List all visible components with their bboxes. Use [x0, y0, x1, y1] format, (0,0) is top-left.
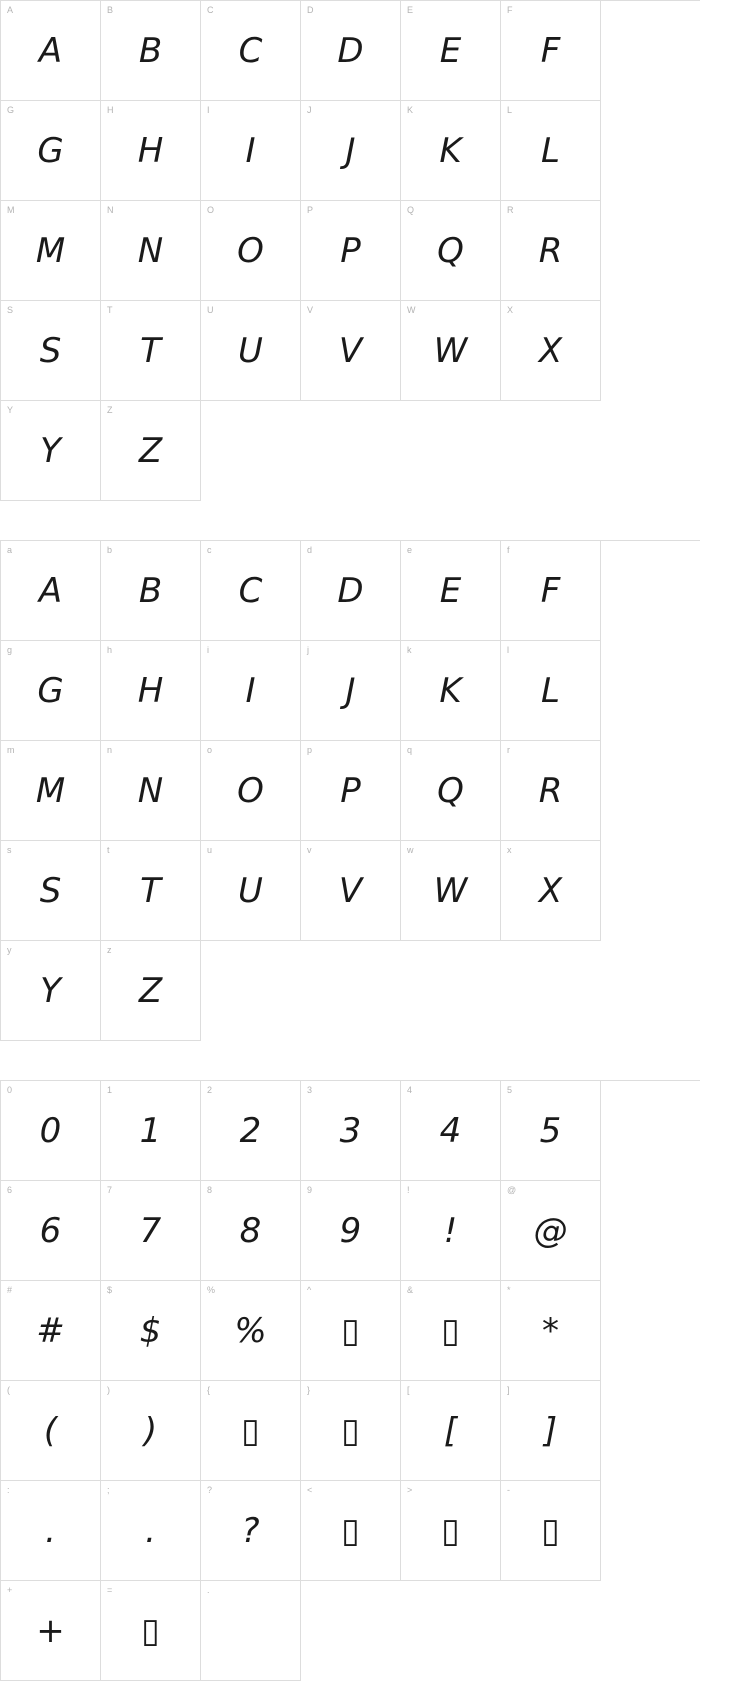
glyph-cell-character: $ — [139, 1310, 162, 1351]
glyph-cell[interactable] — [101, 1281, 201, 1381]
glyph-cell[interactable] — [101, 301, 201, 401]
glyph-cell[interactable] — [1, 1381, 101, 1481]
glyph-cell-label: 0 — [7, 1085, 13, 1095]
glyph-cell-label: I — [207, 105, 210, 115]
glyph-cell[interactable] — [101, 1581, 201, 1681]
glyph-cell-character: U — [238, 870, 263, 911]
glyph-cell-label: y — [7, 945, 12, 955]
glyph-cell-label: B — [107, 5, 114, 15]
glyph-cell-label: G — [7, 105, 15, 115]
glyph-cell[interactable] — [201, 641, 301, 741]
glyph-cell-character: N — [137, 770, 164, 811]
glyph-cell[interactable] — [201, 1581, 301, 1681]
glyph-cell-character: D — [337, 30, 364, 71]
glyph-cell-character: . — [145, 1510, 156, 1551]
glyph-cell[interactable] — [1, 841, 101, 941]
glyph-cell[interactable] — [101, 941, 201, 1041]
glyph-cell-character: B — [138, 30, 163, 71]
glyph-cell[interactable] — [201, 741, 301, 841]
glyph-cell-character: Z — [138, 970, 163, 1011]
glyph-cell[interactable] — [101, 401, 201, 501]
glyph-cell[interactable] — [401, 101, 501, 201]
glyph-cell-label: R — [507, 205, 514, 215]
glyph-cell[interactable] — [501, 301, 601, 401]
glyph-cell[interactable] — [501, 841, 601, 941]
glyph-cell[interactable] — [301, 1481, 401, 1581]
glyph-cell-label: @ — [507, 1185, 517, 1195]
glyph-cell-character: ▯ — [141, 1610, 160, 1651]
glyph-cell-character: Q — [437, 770, 464, 811]
glyph-cell[interactable] — [301, 741, 401, 841]
glyph-cell[interactable] — [201, 101, 301, 201]
glyph-cell-label: T — [107, 305, 113, 315]
glyph-cell[interactable] — [101, 741, 201, 841]
glyph-cell-character: ▯ — [441, 1310, 460, 1351]
glyph-cell-label: q — [407, 745, 413, 755]
glyph-cell-character: 9 — [339, 1210, 362, 1251]
glyph-cell-label: W — [407, 305, 416, 315]
glyph-cell-label: P — [307, 205, 314, 215]
glyph-cell[interactable] — [501, 741, 601, 841]
glyph-cell[interactable] — [1, 1281, 101, 1381]
glyph-cell[interactable] — [301, 1181, 401, 1281]
glyph-cell-character: 4 — [439, 1110, 462, 1151]
glyph-cell[interactable] — [101, 1081, 201, 1181]
glyph-cell-label: Q — [407, 205, 415, 215]
glyph-cell[interactable] — [501, 541, 601, 641]
glyph-cell-character: @ — [533, 1210, 568, 1251]
glyph-cell-label: e — [407, 545, 413, 555]
glyph-cell-character: L — [541, 670, 560, 711]
glyph-cell[interactable] — [501, 101, 601, 201]
glyph-cell-character: + — [36, 1610, 65, 1651]
glyph-cell-label: F — [507, 5, 513, 15]
glyph-cell-label: ? — [207, 1485, 213, 1495]
glyph-cell[interactable] — [401, 741, 501, 841]
glyph-cell-character: A — [38, 570, 63, 611]
glyph-cell-label: J — [307, 105, 312, 115]
glyph-cell-character: V — [338, 330, 363, 371]
glyph-cell-label: > — [407, 1485, 413, 1495]
glyph-cell-character: G — [37, 670, 64, 711]
glyph-cell-label: ] — [507, 1385, 510, 1395]
glyph-cell-label: Z — [107, 405, 113, 415]
glyph-cell-character: 1 — [139, 1110, 162, 1151]
glyph-cell-character: X — [538, 870, 563, 911]
glyph-cell-character: # — [36, 1310, 65, 1351]
glyph-cell-label: 4 — [407, 1085, 413, 1095]
glyph-cell[interactable] — [501, 1, 601, 101]
glyph-cell-label: A — [7, 5, 14, 15]
glyph-cell-label: E — [407, 5, 414, 15]
glyph-cell-label: c — [207, 545, 212, 555]
glyph-cell[interactable] — [201, 541, 301, 641]
glyph-cell[interactable] — [1, 1581, 101, 1681]
glyph-cell-character: K — [439, 670, 462, 711]
glyph-cell-label: K — [407, 105, 414, 115]
glyph-cell[interactable] — [101, 841, 201, 941]
glyph-cell-label: 3 — [307, 1085, 313, 1095]
glyph-cell[interactable] — [201, 1381, 301, 1481]
glyph-cell-character: E — [439, 30, 462, 71]
glyph-cell-character: ( — [43, 1410, 58, 1451]
glyph-cell-character: ▯ — [441, 1510, 460, 1551]
glyph-cell[interactable] — [201, 1181, 301, 1281]
glyph-cell-label: u — [207, 845, 213, 855]
glyph-cell[interactable] — [101, 101, 201, 201]
glyph-cell[interactable] — [1, 101, 101, 201]
glyph-cell-character: ! — [443, 1210, 458, 1251]
glyph-cell-character: S — [39, 330, 62, 371]
glyph-cell-label: ! — [407, 1185, 410, 1195]
glyph-cell-character: S — [39, 870, 62, 911]
glyph-cell-character: ▯ — [341, 1510, 360, 1551]
glyph-cell[interactable] — [1, 301, 101, 401]
glyph-cell-character: T — [140, 870, 161, 911]
glyph-cell-character: . — [45, 1510, 56, 1551]
glyph-cell[interactable] — [401, 1, 501, 101]
glyph-cell-character: * — [542, 1310, 559, 1351]
glyph-cell-label: : — [7, 1485, 10, 1495]
glyph-cell[interactable] — [301, 841, 401, 941]
glyph-cell[interactable] — [1, 401, 101, 501]
glyph-cell[interactable] — [201, 1, 301, 101]
glyph-cell-label: d — [307, 545, 313, 555]
glyph-cell-character: H — [137, 130, 164, 171]
glyph-cell[interactable] — [501, 1081, 601, 1181]
glyph-cell-label: 1 — [107, 1085, 113, 1095]
glyph-cell-character: 3 — [339, 1110, 362, 1151]
glyph-cell-label: f — [507, 545, 510, 555]
glyph-cell[interactable] — [1, 641, 101, 741]
glyph-cell-label: k — [407, 645, 412, 655]
glyph-cell[interactable] — [201, 1281, 301, 1381]
glyph-cell-label: t — [107, 845, 110, 855]
glyph-cell[interactable] — [301, 1081, 401, 1181]
glyph-cell-character: ▯ — [341, 1410, 360, 1451]
glyph-cell-character: ▯ — [341, 1310, 360, 1351]
glyph-cell-character: P — [340, 770, 361, 811]
glyph-cell-label: z — [107, 945, 112, 955]
glyph-cell-character: M — [35, 230, 66, 271]
glyph-cell[interactable] — [1, 741, 101, 841]
glyph-cell-label: ; — [107, 1485, 110, 1495]
glyph-cell-character: T — [140, 330, 161, 371]
glyph-cell-character: ) — [143, 1410, 158, 1451]
glyph-cell[interactable] — [501, 1481, 601, 1581]
glyph-cell[interactable] — [501, 1281, 601, 1381]
glyph-cell-label: [ — [407, 1385, 410, 1395]
glyph-cell-character: ] — [543, 1410, 558, 1451]
glyph-cell[interactable] — [101, 201, 201, 301]
glyph-cell-character: J — [345, 670, 356, 711]
glyph-cell-label: = — [107, 1585, 113, 1595]
glyph-cell[interactable] — [301, 201, 401, 301]
glyph-cell[interactable] — [1, 201, 101, 301]
glyph-cell[interactable] — [101, 1481, 201, 1581]
glyph-cell-label: h — [107, 645, 113, 655]
glyph-cell-character: 2 — [239, 1110, 262, 1151]
glyph-cell-label: } — [307, 1385, 311, 1395]
glyph-cell-label: a — [7, 545, 13, 555]
glyph-cell-character: O — [237, 770, 264, 811]
glyph-cell-character: 6 — [39, 1210, 62, 1251]
glyph-cell-character: K — [439, 130, 462, 171]
glyph-cell-label: N — [107, 205, 114, 215]
glyph-cell-label: S — [7, 305, 14, 315]
glyph-cell[interactable] — [401, 1481, 501, 1581]
glyph-cell-label: ( — [7, 1385, 10, 1395]
glyph-cell-character: L — [541, 130, 560, 171]
glyph-cell-label: i — [207, 645, 209, 655]
character-section-uppercase — [0, 0, 700, 501]
glyph-cell[interactable] — [201, 1081, 301, 1181]
glyph-cell-label: l — [507, 645, 509, 655]
glyph-cell-label: p — [307, 745, 313, 755]
glyph-cell-character: N — [137, 230, 164, 271]
glyph-cell-label: n — [107, 745, 113, 755]
glyph-cell-character: B — [138, 570, 163, 611]
glyph-cell-character: F — [540, 570, 561, 611]
glyph-cell[interactable] — [1, 541, 101, 641]
glyph-cell-character: H — [137, 670, 164, 711]
glyph-cell[interactable] — [101, 541, 201, 641]
glyph-cell[interactable] — [1, 1481, 101, 1581]
glyph-cell[interactable] — [401, 541, 501, 641]
glyph-cell-label: ^ — [307, 1285, 312, 1295]
glyph-cell-label: # — [7, 1285, 13, 1295]
glyph-cell-character: O — [237, 230, 264, 271]
glyph-cell-label: ) — [107, 1385, 110, 1395]
glyph-cell-label: - — [507, 1485, 510, 1495]
glyph-cell-character: % — [234, 1310, 267, 1351]
glyph-cell[interactable] — [1, 941, 101, 1041]
glyph-cell[interactable] — [401, 201, 501, 301]
glyph-cell-label: 5 — [507, 1085, 513, 1095]
glyph-cell[interactable] — [101, 1, 201, 101]
glyph-cell[interactable] — [1, 1081, 101, 1181]
glyph-cell-character: 5 — [539, 1110, 562, 1151]
glyph-cell-character: Q — [437, 230, 464, 271]
glyph-cell-character: 0 — [39, 1110, 62, 1151]
glyph-cell-label: X — [507, 305, 514, 315]
glyph-cell-character: Y — [40, 970, 61, 1011]
character-section-lowercase — [0, 540, 700, 1041]
glyph-cell-character: M — [35, 770, 66, 811]
glyph-cell-character: I — [245, 130, 256, 171]
glyph-cell-label: & — [407, 1285, 414, 1295]
glyph-cell-character: ? — [241, 1510, 260, 1551]
glyph-cell-character: 7 — [139, 1210, 162, 1251]
glyph-cell-label: r — [507, 745, 510, 755]
glyph-cell-character: ▯ — [541, 1510, 560, 1551]
glyph-cell-label: U — [207, 305, 214, 315]
glyph-cell[interactable] — [501, 641, 601, 741]
glyph-cell[interactable] — [101, 1381, 201, 1481]
glyph-cell-character: F — [540, 30, 561, 71]
glyph-cell[interactable] — [101, 1181, 201, 1281]
glyph-cell-character: R — [538, 230, 563, 271]
glyph-cell-character: I — [245, 670, 256, 711]
glyph-cell[interactable] — [201, 1481, 301, 1581]
glyph-cell-character: W — [433, 870, 468, 911]
glyph-cell-character: G — [37, 130, 64, 171]
glyph-cell[interactable] — [1, 1, 101, 101]
glyph-cell-label: g — [7, 645, 13, 655]
glyph-cell-label: 7 — [107, 1185, 113, 1195]
glyph-cell[interactable] — [401, 1281, 501, 1381]
glyph-cell-character: 8 — [239, 1210, 262, 1251]
glyph-cell-label: b — [107, 545, 113, 555]
glyph-cell-label: w — [407, 845, 414, 855]
glyph-cell-character: [ — [443, 1410, 458, 1451]
glyph-cell[interactable] — [501, 1181, 601, 1281]
glyph-cell[interactable] — [301, 1381, 401, 1481]
glyph-cell[interactable] — [301, 541, 401, 641]
glyph-cell-label: O — [207, 205, 215, 215]
glyph-cell[interactable] — [501, 1381, 601, 1481]
glyph-cell-label: o — [207, 745, 213, 755]
glyph-cell[interactable] — [301, 1281, 401, 1381]
glyph-cell[interactable] — [401, 301, 501, 401]
glyph-cell[interactable] — [301, 1, 401, 101]
glyph-cell[interactable] — [1, 1181, 101, 1281]
glyph-cell-character: J — [345, 130, 356, 171]
glyph-cell-label: m — [7, 745, 15, 755]
glyph-cell-label: D — [307, 5, 314, 15]
glyph-cell-character: U — [238, 330, 263, 371]
glyph-cell-label: C — [207, 5, 214, 15]
glyph-cell-label: M — [7, 205, 15, 215]
glyph-cell[interactable] — [401, 841, 501, 941]
glyph-cell-label: * — [507, 1285, 511, 1295]
glyph-cell-label: $ — [107, 1285, 113, 1295]
glyph-cell-character: C — [238, 30, 263, 71]
glyph-cell-label: . — [207, 1585, 210, 1595]
glyph-cell-label: { — [207, 1385, 211, 1395]
glyph-cell-character: E — [439, 570, 462, 611]
glyph-cell[interactable] — [401, 641, 501, 741]
glyph-cell[interactable] — [301, 301, 401, 401]
glyph-cell-label: j — [307, 645, 309, 655]
glyph-cell[interactable] — [301, 641, 401, 741]
glyph-cell[interactable] — [501, 201, 601, 301]
glyph-cell-character: V — [338, 870, 363, 911]
glyph-cell-character: W — [433, 330, 468, 371]
glyph-cell-label: < — [307, 1485, 313, 1495]
glyph-cell[interactable] — [101, 641, 201, 741]
glyph-cell-label: v — [307, 845, 312, 855]
glyph-cell-label: % — [207, 1285, 216, 1295]
glyph-cell-character: Y — [40, 430, 61, 471]
glyph-cell-label: L — [507, 105, 513, 115]
glyph-cell-label: H — [107, 105, 114, 115]
glyph-cell[interactable] — [301, 101, 401, 201]
glyph-cell-label: 8 — [207, 1185, 213, 1195]
glyph-cell-character: X — [538, 330, 563, 371]
glyph-cell[interactable] — [201, 841, 301, 941]
glyph-cell-label: Y — [7, 405, 14, 415]
glyph-cell[interactable] — [401, 1181, 501, 1281]
glyph-cell-character: D — [337, 570, 364, 611]
glyph-cell-label: x — [507, 845, 512, 855]
glyph-cell-character: C — [238, 570, 263, 611]
glyph-cell-character: ▯ — [241, 1410, 260, 1451]
glyph-cell-label: 9 — [307, 1185, 313, 1195]
character-section-symbols — [0, 1080, 700, 1681]
glyph-cell[interactable] — [201, 301, 301, 401]
glyph-cell-label: 2 — [207, 1085, 213, 1095]
glyph-cell-label: s — [7, 845, 12, 855]
glyph-cell[interactable] — [401, 1081, 501, 1181]
glyph-cell[interactable] — [401, 1381, 501, 1481]
glyph-cell-character: R — [538, 770, 563, 811]
glyph-cell-label: V — [307, 305, 314, 315]
glyph-cell-character: Z — [138, 430, 163, 471]
glyph-cell-character: P — [340, 230, 361, 271]
glyph-cell[interactable] — [201, 201, 301, 301]
glyph-cell-character: A — [38, 30, 63, 71]
glyph-cell-label: 6 — [7, 1185, 13, 1195]
glyph-cell-label: + — [7, 1585, 13, 1595]
